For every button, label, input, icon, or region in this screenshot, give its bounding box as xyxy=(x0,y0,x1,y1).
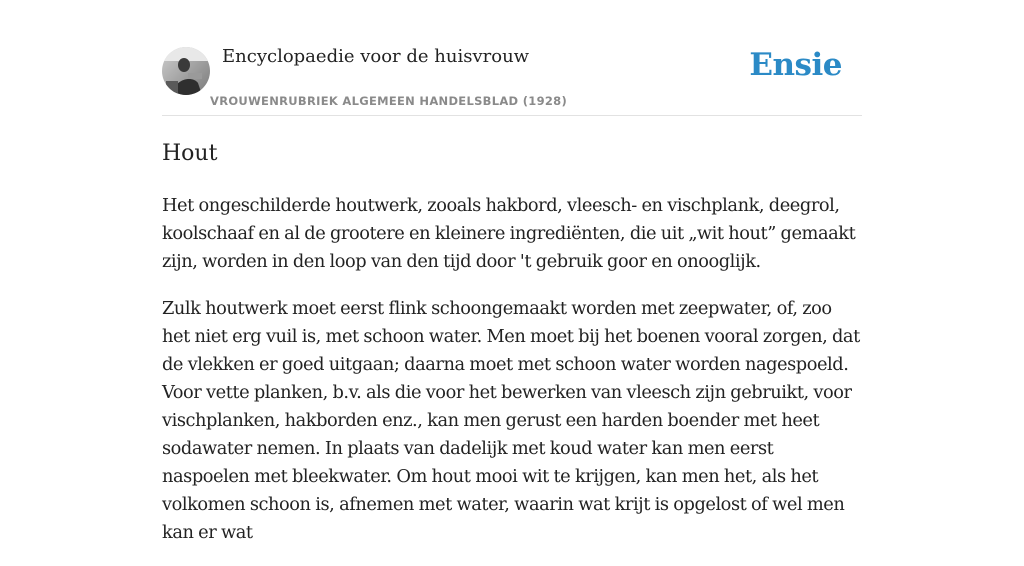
site-subtitle: VROUWENRUBRIEK ALGEMEEN HANDELSBLAD (1928) xyxy=(210,94,568,108)
portrait-photo-icon xyxy=(162,47,210,95)
site-header xyxy=(162,0,862,116)
article-body xyxy=(162,192,862,566)
article-paragraph: Het ongeschilderde houtwerk, zooals hakbord, vleesch- en vischplank, deegrol, koolschaaf en al de grootere en kleinere ingrediënten, die uit „wit hout” gemaakt zijn, worden in den loop van den tijd door 't gebruik goor en onooglijk. xyxy=(162,195,856,272)
site-title[interactable]: Encyclopaedie voor de huisvrouw xyxy=(222,46,530,67)
brand-logo[interactable]: Ensie xyxy=(749,47,842,83)
article-title: Hout xyxy=(162,141,218,166)
site-avatar[interactable] xyxy=(162,47,210,95)
article-paragraph: Zulk houtwerk moet eerst flink schoongemaakt worden met zeepwater, of, zoo het niet erg vuil is, met schoon water. Men moet bij het boenen vooral zorgen, dat de vlekken er goed uitgaan; daarna moet met schoon water worden nagespoeld. Voor vette planken, b.v. als die voor het bewerken van vleesch zijn gebruikt, voor vischplanken, hakborden enz., kan men gerust een harden boender met heet sodawater nemen. In plaats van dadelijk met koud water kan men eerst naspoelen met bleekwater. Om hout mooi wit te krijgen, kan men het, als het volkomen schoon is, afnemen met water, waarin wat krijt is opgelost of wel men kan er wat xyxy=(162,298,860,543)
page xyxy=(162,0,862,543)
